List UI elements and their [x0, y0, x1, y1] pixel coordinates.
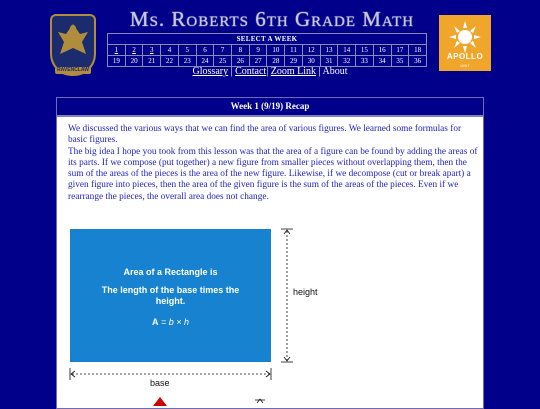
- week-link[interactable]: 35: [391, 56, 409, 67]
- formula-area-symbol: A: [151, 317, 159, 327]
- week-selector-caption: SELECT A WEEK: [108, 34, 427, 45]
- week-link[interactable]: 8: [232, 45, 250, 56]
- week-link[interactable]: 7: [214, 45, 232, 56]
- recap-paragraph-1: We discussed the various ways that we can find the area of various figures. We learned some formulas for basic figures.: [68, 124, 462, 146]
- week-link[interactable]: 9: [249, 45, 267, 56]
- site-title: Ms. Roberts 6th Grade Math: [129, 7, 415, 31]
- week-link[interactable]: 25: [214, 56, 232, 67]
- week-link[interactable]: 33: [356, 56, 374, 67]
- week-link[interactable]: 29: [285, 56, 303, 67]
- formula-rhs: = b × h: [160, 317, 190, 327]
- week-link[interactable]: 4: [161, 45, 179, 56]
- week-link[interactable]: 15: [356, 45, 374, 56]
- week-link[interactable]: 3: [143, 45, 161, 56]
- week-link[interactable]: 28: [267, 56, 285, 67]
- week-link[interactable]: 1: [108, 45, 126, 56]
- height-label: height: [293, 287, 318, 297]
- base-label: base: [150, 378, 170, 388]
- week-row-2: [108, 56, 427, 67]
- week-link[interactable]: 22: [161, 56, 179, 67]
- apollo-logo-subtext: UNIT: [460, 63, 470, 68]
- figure-title: Area of a Rectangle is: [123, 267, 218, 277]
- week-link[interactable]: 14: [338, 45, 356, 56]
- contact-link[interactable]: Contact: [235, 66, 267, 77]
- week-link[interactable]: 5: [178, 45, 196, 56]
- figure-description: The length of the base times the height.: [101, 285, 240, 306]
- zoom-link[interactable]: Zoom Link: [270, 66, 317, 77]
- week-link[interactable]: 19: [108, 56, 126, 67]
- panel-title: Week 1 (9/19) Recap: [57, 98, 483, 117]
- week-row-1: [108, 45, 427, 56]
- glossary-link[interactable]: Glossary: [192, 66, 229, 77]
- dimension-markers: [57, 98, 483, 408]
- week-link[interactable]: 32: [338, 56, 356, 67]
- week-link[interactable]: 12: [302, 45, 320, 56]
- week-link[interactable]: 2: [125, 45, 143, 56]
- week-link[interactable]: 16: [373, 45, 391, 56]
- week-link[interactable]: 31: [320, 56, 338, 67]
- week-link[interactable]: 20: [125, 56, 143, 67]
- site-header: [0, 0, 540, 82]
- week-link[interactable]: 11: [285, 45, 303, 56]
- week-link[interactable]: 13: [320, 45, 338, 56]
- week-link[interactable]: 24: [196, 56, 214, 67]
- week-link[interactable]: 23: [178, 56, 196, 67]
- week-link[interactable]: 30: [302, 56, 320, 67]
- week-link[interactable]: 21: [143, 56, 161, 67]
- week-link[interactable]: 34: [373, 56, 391, 67]
- week-link[interactable]: 10: [267, 45, 285, 56]
- week-link[interactable]: 36: [409, 56, 427, 67]
- week-selector: [107, 33, 427, 67]
- recap-panel: [56, 97, 484, 409]
- crest-label: RAVENCLAW: [55, 67, 91, 74]
- nav-links: Glossary | Contact| Zoom Link | About: [192, 66, 348, 77]
- week-link[interactable]: 6: [196, 45, 214, 56]
- recap-paragraph-2: The big idea I hope you took from this lesson was that the area of a figure can be found by adding the areas of its parts. If we compose (put together) a new figure from smaller pieces without overlapping them, then the sum of the areas of the pieces is the area of the new figure. Likewise, if we decompose (cut or break apart) a given figure into pieces, then the area of the given figure is the sum of the areas of the pieces. Even if we rearrange the pieces, the overall area does not change.: [68, 146, 478, 202]
- apollo-logo-text: APOLLO: [446, 52, 484, 61]
- week-link[interactable]: 26: [232, 56, 250, 67]
- week-link[interactable]: 17: [391, 45, 409, 56]
- week-link[interactable]: 18: [409, 45, 427, 56]
- about-link[interactable]: About: [322, 66, 348, 77]
- week-link[interactable]: 27: [249, 56, 267, 67]
